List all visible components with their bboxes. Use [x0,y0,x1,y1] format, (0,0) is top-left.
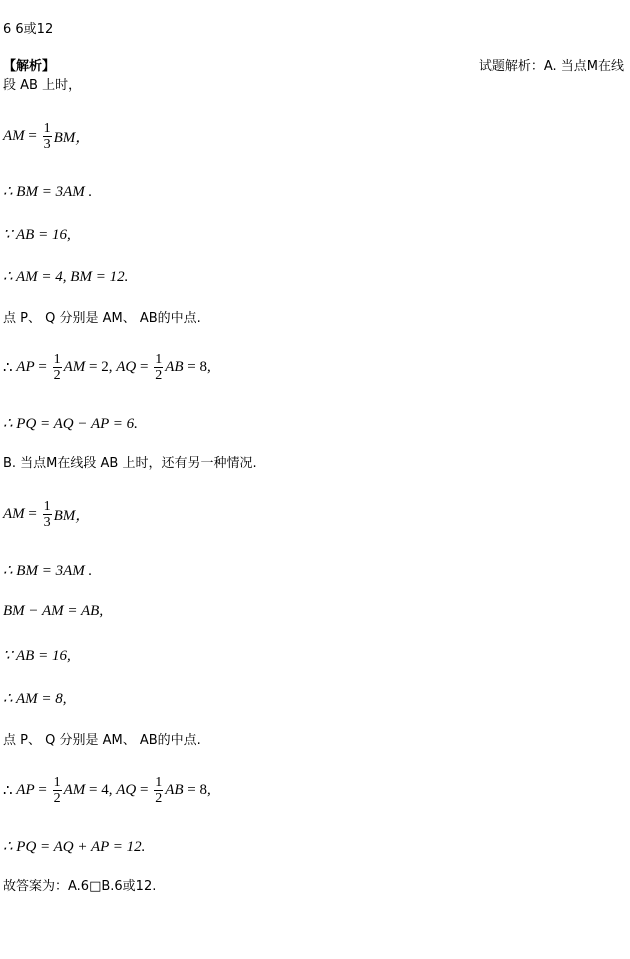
eq7-fraction: $\frac{1}{3}$ [43,499,51,530]
equation-9-text: BM − AM = AB, [3,603,104,619]
equation-11 [3,689,67,708]
eq5-val2: = 8, [183,359,211,375]
equation-9 [3,603,103,620]
analysis-intro [479,59,624,75]
eq12-eq1: = [34,782,51,798]
eq5-therefore: ∴ [3,360,17,376]
case-a-continuation [3,78,81,94]
eq5-eq2: = [136,359,153,375]
equation-3-text: ∵ AB = 16, [3,227,71,243]
eq1-lhs: AM [3,128,25,144]
eq12-aq: AQ [116,782,137,798]
eq12-frac-2: $\frac{1}{2}$ [155,775,163,806]
case-b-text: B. 当点M在线段 AB 上时，还有另一种情况. [3,456,257,471]
analysis-tag-text: 【解析】 [3,59,56,74]
eq12-am: AM [63,782,86,798]
answer-header [3,22,53,38]
equation-8-text: ∴ BM = 3AM . [3,563,93,579]
final-answer-text: 故答案为：A.6□B.6或12. [3,879,157,894]
eq12-val2: = 8, [183,782,211,798]
equation-10-text: ∵ AB = 16, [3,648,71,664]
equation-7 [3,499,90,530]
case-b [3,456,257,472]
equation-12 [3,775,211,806]
eq12-ab: AB [165,782,184,798]
eq1-fraction: $\frac{1}{3}$ [43,121,51,152]
equation-6-text: ∴ PQ = AQ − AP = 6. [3,416,138,432]
eq7-equals: = [24,506,41,522]
midpoints-a-text: 点 P、 Q 分别是 AM、 AB的中点. [3,311,201,326]
equation-2-text: ∴ BM = 3AM . [3,184,93,200]
final-answer [3,879,156,895]
midpoints-b-text: 点 P、 Q 分别是 AM、 AB的中点. [3,733,201,748]
eq12-val1: = 4, [85,782,117,798]
eq7-rhs: BM， [53,508,91,524]
equation-11-text: ∴ AM = 8, [3,691,67,707]
equation-2 [3,182,92,201]
equation-6 [3,414,138,433]
analysis-intro-text: 试题解析：A. 当点M在线 [478,59,624,74]
answer-header-text: 6 6或12 [3,22,54,37]
case-a-continuation-text: 段 AB 上时， [3,78,82,93]
eq12-therefore: ∴ [3,783,17,799]
eq1-equals: = [24,128,41,144]
eq12-frac-1: $\frac{1}{2}$ [53,775,61,806]
eq12-ap: AP [16,782,35,798]
eq5-eq1: = [34,359,51,375]
equation-13-text: ∴ PQ = AQ + AP = 12. [3,839,146,855]
equation-3 [3,225,71,244]
eq5-frac-2: $\frac{1}{2}$ [155,352,163,383]
equation-5 [3,352,211,383]
eq5-ap: AP [16,359,35,375]
eq5-ab: AB [165,359,184,375]
equation-1 [3,121,90,152]
eq5-am: AM [63,359,86,375]
eq5-val1: = 2, [85,359,117,375]
eq1-rhs: BM， [53,130,91,146]
equation-8 [3,561,92,580]
analysis-tag [3,59,55,75]
eq5-frac-1: $\frac{1}{2}$ [53,352,61,383]
equation-10 [3,646,71,665]
midpoints-a [3,311,201,327]
equation-4-text: ∴ AM = 4, BM = 12. [3,269,129,285]
eq5-aq: AQ [116,359,137,375]
midpoints-b [3,733,201,749]
eq7-lhs: AM [3,506,25,522]
eq12-eq2: = [136,782,153,798]
equation-13 [3,837,145,856]
equation-4 [3,267,128,286]
